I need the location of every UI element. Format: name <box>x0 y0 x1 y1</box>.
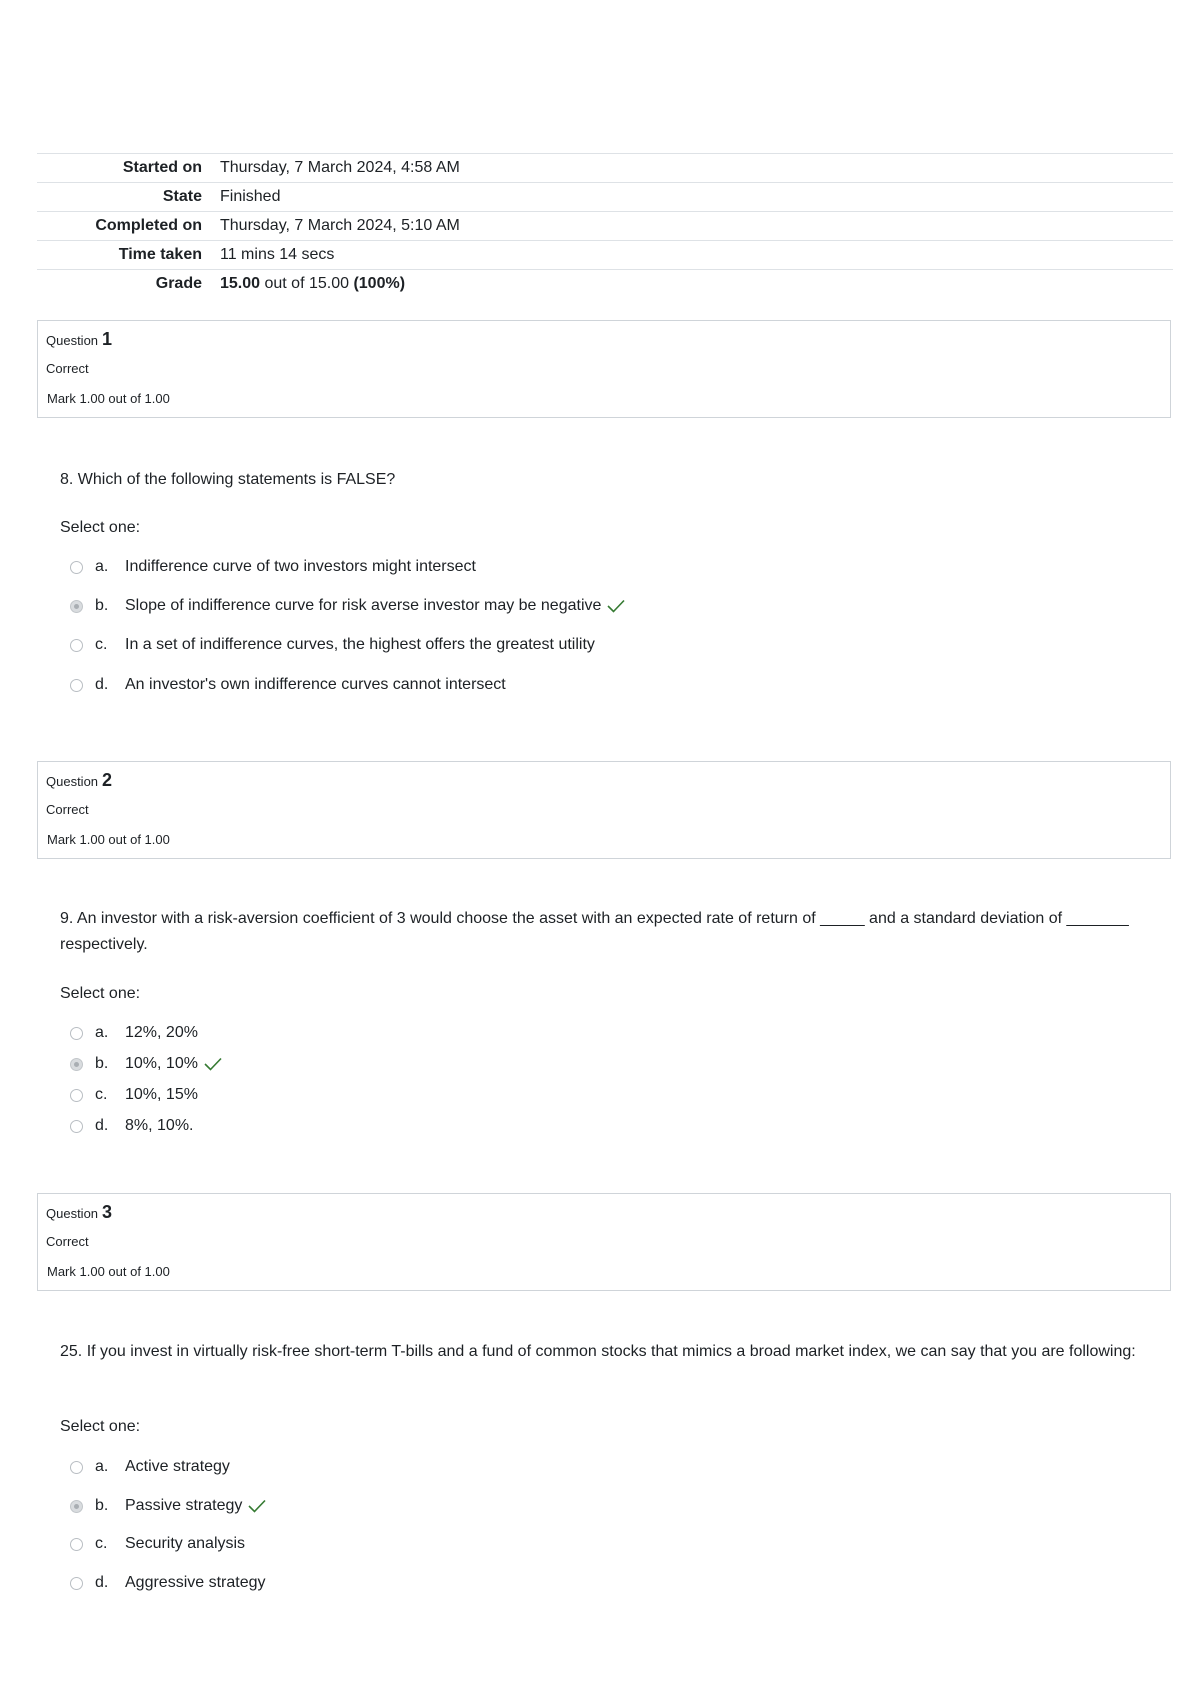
question-text: 25. If you invest in virtually risk-free short-term T-bills and a fund of common stocks that mimics a broad market index, we can say that you are following: <box>60 1343 1136 1360</box>
answer-option-c[interactable] <box>70 633 595 657</box>
answer-option-b[interactable] <box>70 1052 222 1076</box>
radio-button[interactable] <box>70 1089 83 1102</box>
answer-option-a[interactable] <box>70 555 476 579</box>
option-letter: d. <box>95 1117 109 1134</box>
summary-value: Finished <box>220 188 281 205</box>
option-text: Passive strategy <box>125 1497 243 1514</box>
answer-option-a[interactable] <box>70 1455 230 1479</box>
answer-option-d[interactable] <box>70 673 506 697</box>
question-info-box <box>37 1193 1171 1291</box>
option-text: Active strategy <box>125 1458 230 1475</box>
radio-button[interactable] <box>70 639 83 652</box>
question-state: Correct <box>46 361 89 376</box>
radio-button[interactable] <box>70 561 83 574</box>
question-state: Correct <box>46 802 89 817</box>
summary-row-completed <box>37 212 1173 241</box>
option-letter: c. <box>95 1086 108 1103</box>
question-label: Question <box>46 1206 99 1221</box>
option-letter: a. <box>95 1458 109 1475</box>
select-one-prompt: Select one: <box>60 1418 141 1435</box>
question-number <box>46 1202 112 1223</box>
question-mark: Mark 1.00 out of 1.00 <box>47 1264 170 1279</box>
answer-option-a[interactable] <box>70 1021 198 1045</box>
radio-button[interactable] <box>70 1577 83 1590</box>
grade-percent: (100%) <box>353 275 406 292</box>
summary-value <box>220 270 1173 299</box>
question-mark: Mark 1.00 out of 1.00 <box>47 391 170 406</box>
select-one-prompt: Select one: <box>60 519 141 536</box>
summary-label: Grade <box>155 275 202 292</box>
radio-button-selected[interactable] <box>70 600 83 613</box>
summary-row-grade <box>37 270 1173 299</box>
option-text: 10%, 10% <box>125 1055 198 1072</box>
question-info-box <box>37 320 1171 418</box>
checkmark-icon <box>607 599 625 613</box>
answer-option-c[interactable] <box>70 1532 245 1556</box>
radio-button[interactable] <box>70 1538 83 1551</box>
quiz-summary-table <box>37 153 1173 299</box>
summary-label: State <box>162 188 202 205</box>
option-letter: a. <box>95 558 109 575</box>
option-text: 10%, 15% <box>125 1086 198 1103</box>
summary-row-time-taken <box>37 241 1173 270</box>
option-letter: b. <box>95 597 109 614</box>
question-text: 9. An investor with a risk-aversion coefficient of 3 would choose the asset with an expected rate of return of _____ and a standard deviation of _______ respectively. <box>60 910 1129 953</box>
question-text: 8. Which of the following statements is FALSE? <box>60 471 396 488</box>
radio-button[interactable] <box>70 1120 83 1133</box>
question-label: Question <box>46 774 99 789</box>
question-info-box <box>37 761 1171 859</box>
option-text: Aggressive strategy <box>125 1574 266 1591</box>
question-number-value: 1 <box>102 329 113 349</box>
option-text: 8%, 10%. <box>125 1117 194 1134</box>
summary-label: Completed on <box>95 217 202 234</box>
option-letter: c. <box>95 1535 108 1552</box>
grade-score: 15.00 <box>220 275 261 292</box>
radio-button[interactable] <box>70 1461 83 1474</box>
answer-option-b[interactable] <box>70 594 625 618</box>
option-text: Security analysis <box>125 1535 246 1552</box>
summary-value: Thursday, 7 March 2024, 5:10 AM <box>220 217 460 234</box>
question-number-value: 3 <box>102 1202 113 1222</box>
radio-button[interactable] <box>70 679 83 692</box>
answer-option-d[interactable] <box>70 1114 193 1138</box>
answer-option-c[interactable] <box>70 1083 198 1107</box>
option-letter: a. <box>95 1024 109 1041</box>
summary-value: Thursday, 7 March 2024, 4:58 AM <box>220 159 460 176</box>
radio-button[interactable] <box>70 1027 83 1040</box>
question-mark: Mark 1.00 out of 1.00 <box>47 832 170 847</box>
option-letter: b. <box>95 1055 109 1072</box>
radio-button-selected[interactable] <box>70 1500 83 1513</box>
question-label: Question <box>46 333 99 348</box>
question-number-value: 2 <box>102 770 113 790</box>
option-text: 12%, 20% <box>125 1024 198 1041</box>
grade-out-of: out of 15.00 <box>260 275 354 292</box>
option-letter: d. <box>95 1574 109 1591</box>
option-text: Indifference curve of two investors might intersect <box>125 558 476 575</box>
answer-option-d[interactable] <box>70 1571 266 1595</box>
checkmark-icon <box>204 1057 222 1071</box>
summary-label: Time taken <box>118 246 202 263</box>
select-one-prompt: Select one: <box>60 985 141 1002</box>
option-text: An investor's own indifference curves cannot intersect <box>125 676 506 693</box>
answer-option-b[interactable] <box>70 1494 266 1518</box>
summary-row-state <box>37 183 1173 212</box>
summary-label: Started on <box>122 159 202 176</box>
option-text: Slope of indifference curve for risk averse investor may be negative <box>125 597 602 614</box>
option-text: In a set of indifference curves, the highest offers the greatest utility <box>125 636 595 653</box>
radio-button-selected[interactable] <box>70 1058 83 1071</box>
option-letter: b. <box>95 1497 109 1514</box>
option-letter: d. <box>95 676 109 693</box>
checkmark-icon <box>248 1499 266 1513</box>
option-letter: c. <box>95 636 108 653</box>
summary-value: 11 mins 14 secs <box>220 246 335 263</box>
question-state: Correct <box>46 1234 89 1249</box>
summary-row-started <box>37 154 1173 183</box>
question-number <box>46 770 112 791</box>
question-number <box>46 329 112 350</box>
